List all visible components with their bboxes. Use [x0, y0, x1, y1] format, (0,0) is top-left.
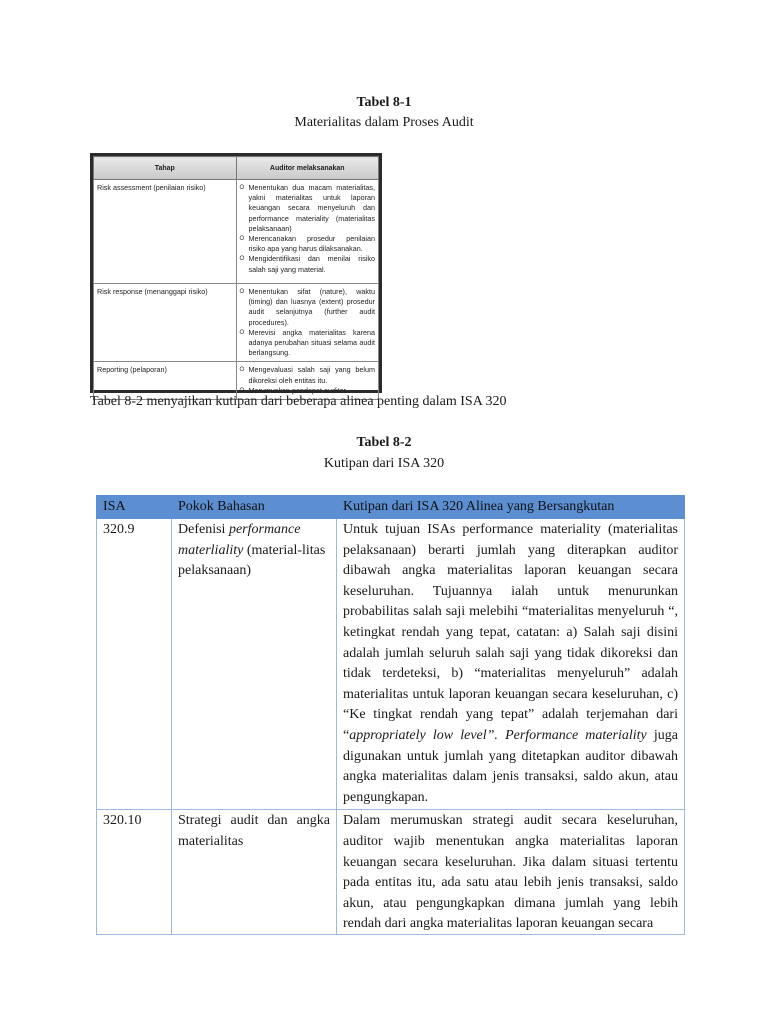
table1-header-stage: Tahap: [94, 157, 237, 180]
quote-italic: appropriately low level”. Performance materiality: [349, 727, 647, 743]
table-row: [94, 180, 379, 284]
list-item: ⭘ Menentukan sifat (nature), waktu (timing) dan luasnya (extent) prosedur audit selanjutnya (further audit procedures).: [240, 287, 376, 328]
header-topic: Pokok Bahasan: [172, 496, 337, 519]
quote-cell: [337, 519, 685, 810]
quote-text: Dalam merumuskan strategi audit secara keseluruhan, auditor wajib menentukan angka materialitas laporan keuangan secara keseluruhan. Jika dalam situasi tertentu pada entitas itu, ada satu atau lebih jenis transaksi, saldo akun, atau pengungkapkan dimana jumlah yang lebih rendah dari angka materialitas laporan keuangan secara: [343, 813, 678, 932]
topic-text: Defenisi: [178, 522, 229, 537]
table-row: [97, 519, 685, 810]
list-item: ⭘ Merevisi angka materialitas karena adanya perubahan situasi selama audit berlangsung.: [240, 328, 376, 359]
list-item: ⭘ Merumuskan pendapat auditor.: [240, 386, 376, 396]
table1-title: Tabel 8-1: [356, 95, 412, 110]
stage-cell: Risk assessment (penilaian risiko): [94, 180, 237, 284]
list-item: ⭘ Mengidentifikasi dan menilai risiko salah saji yang material.: [240, 254, 376, 274]
isa-table: [96, 495, 685, 935]
table1-image: [90, 153, 382, 393]
list-item: ⭘ Mengevaluasi salah saji yang belum dikoreksi oleh entitas itu.: [240, 365, 376, 385]
list-item: ⭘ Merencanakan prosedur penilaian risiko apa yang harus dilaksanakan.: [240, 234, 376, 254]
quote-text: juga digunakan untuk jumlah yang ditetapkan auditor dibawah angka materialitas dalam jenis transaksi, saldo akun, atau pengungkapan.: [343, 727, 679, 805]
header-quote: Kutipan dari ISA 320 Alinea yang Bersangkutan: [337, 496, 685, 519]
topic-cell: Strategi audit dan angka materialitas: [172, 810, 337, 935]
topic-text: (material-litas pelaksanaan): [178, 542, 326, 579]
stage-cell: Reporting (pelaporan): [94, 362, 237, 400]
isa-number: 320.9: [97, 519, 172, 810]
table-row: [94, 284, 379, 362]
table1-subtitle: Materialitas dalam Proses Audit: [294, 115, 474, 130]
table-row: [97, 810, 685, 935]
actions-cell: [236, 180, 379, 284]
intro-paragraph: Tabel 8-2 menyajikan kutipan dari beberapa alinea penting dalam ISA 320: [90, 394, 507, 409]
list-item: ⭘ Menentukan dua macam materialitas, yakni materialitas untuk laporan keuangan secara menyeluruh dan performance materiality (materialitas pelaksanaan): [240, 183, 376, 234]
isa-number: 320.10: [97, 810, 172, 935]
header-isa: ISA: [97, 496, 172, 519]
actions-cell: [236, 284, 379, 362]
table1-header-auditor: Auditor melaksanakan: [236, 157, 379, 180]
quote-cell: [337, 810, 685, 935]
quote-text: Untuk tujuan ISAs performance materiality (materialitas pelaksanaan) berarti jumlah yang diterapkan auditor dibawah angka materialitas laporan keuangan secara keseluruhan. Tujuannya ialah untuk menurunkan probabilitas salah saji melebihi “materialitas menyeluruh “, ketingkat rendah yang tepat, catatan: a) Salah saji disini adalah jumlah seluruh salah saji yang tidak dikoreksi dan tidak terdeteksi, b) “materialitas menyeluruh” adalah materialitas untuk laporan keuangan secara keseluruhan, c) “Ke tingkat rendah yang tepat” adalah terjemahan dari “: [343, 522, 678, 743]
table2-title: Tabel 8-2: [356, 435, 412, 450]
topic-italic: performance materliality: [178, 522, 301, 558]
topic-cell: [172, 519, 337, 810]
stage-cell: Risk response (menanggapi risiko): [94, 284, 237, 362]
table2-subtitle: Kutipan dari ISA 320: [323, 456, 445, 471]
